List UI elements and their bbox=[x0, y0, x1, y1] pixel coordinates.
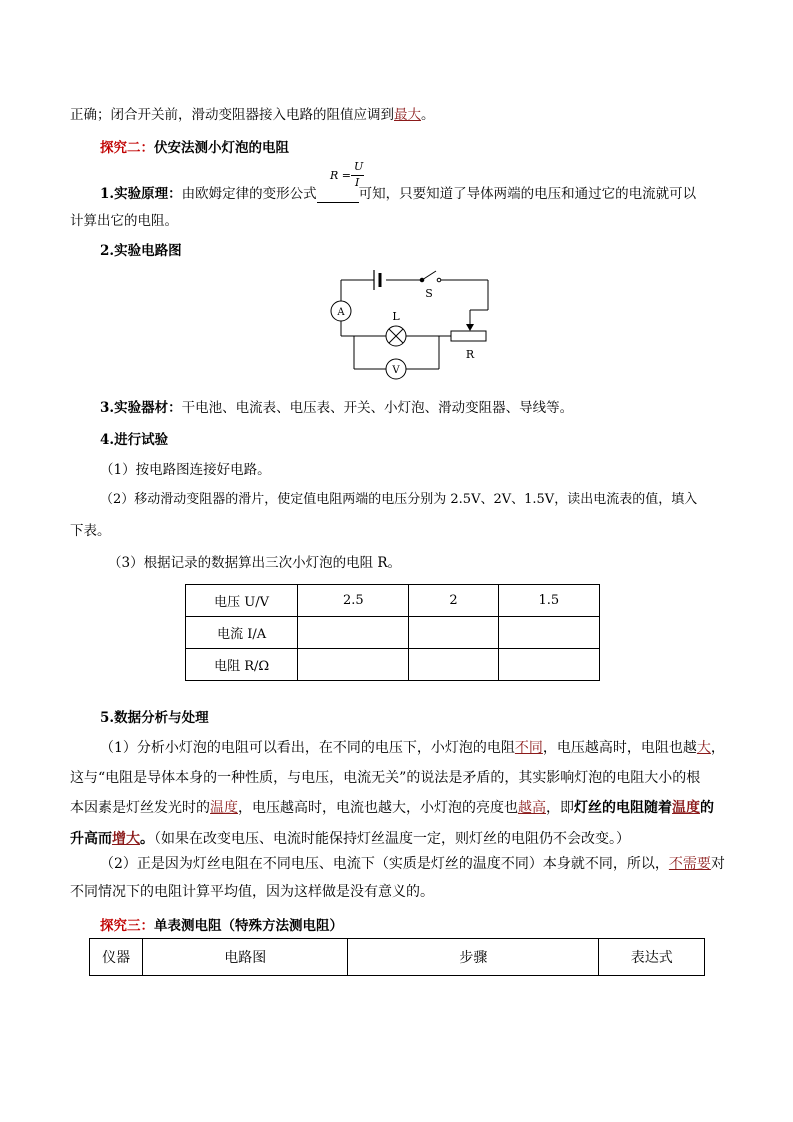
procedure-step2-line2: 下表。 bbox=[70, 523, 111, 539]
analysis-bold-text: 灯丝的电阻随着 bbox=[574, 800, 672, 816]
formula-denominator: I bbox=[355, 176, 360, 189]
table-cell: 1.5 bbox=[498, 585, 599, 617]
measurement-table bbox=[185, 584, 600, 681]
section2-title: 伏安法测小灯泡的电阻 bbox=[154, 140, 289, 156]
analysis-bold-text: 的 bbox=[700, 800, 714, 816]
analysis-bold-text: 。 bbox=[140, 831, 154, 847]
procedure-step1: （1）按电路图连接好电路。 bbox=[100, 462, 271, 478]
analysis-text: 本因素是灯丝发光时的 bbox=[70, 800, 210, 816]
table-cell: 2 bbox=[409, 585, 498, 617]
table-cell: 电流 I/A bbox=[186, 617, 298, 649]
voltmeter-label: V bbox=[392, 365, 400, 376]
table-cell bbox=[409, 649, 498, 681]
table-header-row bbox=[90, 939, 705, 976]
table-cell bbox=[298, 617, 409, 649]
analysis-text: （如果在改变电压、电流时能保持灯丝温度一定，则灯丝的电阻仍不会改变。） bbox=[154, 831, 630, 847]
table-cell bbox=[498, 617, 599, 649]
answer-different: 不同 bbox=[514, 740, 543, 756]
ammeter-label: A bbox=[337, 307, 345, 318]
analysis-line4 bbox=[70, 828, 630, 848]
analysis-text: ，即 bbox=[546, 800, 574, 816]
section3-label: 探究三： bbox=[100, 918, 154, 934]
equipment-line bbox=[100, 396, 573, 416]
principle-text-after: 可知，只要知道了导体两端的电压和通过它的电流就可以 bbox=[358, 186, 697, 202]
section3-title: 单表测电阻（特殊方法测电阻） bbox=[154, 918, 343, 934]
section2-label: 探究二： bbox=[100, 140, 154, 156]
intro-line bbox=[70, 103, 435, 123]
answer-increase: 增大 bbox=[112, 831, 140, 847]
analysis-text: （1）分析小灯泡的电阻可以看出，在不同的电压下，小灯泡的电阻 bbox=[100, 740, 515, 756]
analysis-text: （2）正是因为灯丝电阻在不同电压、电流下（实质是灯丝的温度不同）本身就不同，所以， bbox=[100, 856, 669, 872]
analysis-bold-text: 升高而 bbox=[70, 831, 112, 847]
procedure-heading: 4.进行试验 bbox=[100, 432, 169, 448]
table-cell bbox=[498, 649, 599, 681]
header-instrument: 仪器 bbox=[90, 939, 143, 976]
table-row bbox=[186, 617, 600, 649]
procedure-step2-line1: （2）移动滑动变阻器的滑片，使定值电阻两端的电压分别为 2.5V、2V、1.5V，读出电流表的值，填入 bbox=[100, 492, 698, 507]
table-cell: 电压 U/V bbox=[186, 585, 298, 617]
switch-label: S bbox=[425, 287, 433, 300]
answer-temperature: 温度 bbox=[210, 800, 238, 816]
section2-heading bbox=[100, 136, 289, 156]
intro-answer: 最大 bbox=[394, 107, 421, 123]
table-cell: 2.5 bbox=[298, 585, 409, 617]
intro-end: 。 bbox=[421, 107, 435, 123]
equipment-text: 干电池、电流表、电压表、开关、小灯泡、滑动变阻器、导线等。 bbox=[181, 400, 574, 416]
answer-temperature-2: 温度 bbox=[672, 800, 700, 816]
circuit-diagram bbox=[320, 262, 500, 384]
principle-head: 1.实验原理： bbox=[100, 186, 182, 202]
header-circuit: 电路图 bbox=[143, 939, 348, 976]
principle-line1 bbox=[100, 182, 696, 203]
resistor-label: R bbox=[465, 348, 475, 361]
table-row bbox=[186, 585, 600, 617]
table-cell bbox=[298, 649, 409, 681]
analysis-text: ， bbox=[710, 740, 725, 756]
principle-text-before: 由欧姆定律的变形公式 bbox=[181, 186, 317, 202]
formula-lhs: R = bbox=[330, 169, 351, 182]
analysis-line3 bbox=[70, 797, 714, 817]
table-row bbox=[186, 649, 600, 681]
analysis-text: ，电压越高时，电阻也越 bbox=[542, 740, 697, 756]
answer-larger: 大 bbox=[696, 740, 711, 756]
analysis-line2: 这与“电阻是导体本身的一种性质，与电压，电流无关”的说法是矛盾的，其实影响灯泡的电阻大小的根 bbox=[70, 770, 701, 786]
formula bbox=[330, 160, 370, 190]
table-cell: 电阻 R/Ω bbox=[186, 649, 298, 681]
answer-not-needed: 不需要 bbox=[668, 856, 711, 872]
section3-heading bbox=[100, 914, 343, 934]
equipment-head: 3.实验器材： bbox=[100, 400, 182, 416]
analysis-line6: 不同情况下的电阻计算平均值，因为这样做是没有意义的。 bbox=[70, 884, 434, 900]
analysis-line1 bbox=[100, 737, 725, 757]
lamp-label: L bbox=[392, 310, 400, 323]
table-cell bbox=[409, 617, 498, 649]
analysis-heading: 5.数据分析与处理 bbox=[100, 710, 209, 726]
header-expression: 表达式 bbox=[599, 939, 705, 976]
analysis-text: 对 bbox=[710, 856, 725, 872]
circuit-heading: 2.实验电路图 bbox=[100, 243, 182, 259]
intro-text: 正确；闭合开关前，滑动变阻器接入电路的阻值应调到 bbox=[70, 107, 394, 123]
procedure-step3: （3）根据记录的数据算出三次小灯泡的电阻 R。 bbox=[108, 555, 402, 571]
formula-numerator: U bbox=[354, 160, 364, 173]
answer-higher: 越高 bbox=[518, 800, 546, 816]
principle-line2: 计算出它的电阻。 bbox=[70, 213, 178, 229]
analysis-line5 bbox=[100, 853, 725, 873]
method-table bbox=[89, 938, 705, 976]
analysis-text: ，电压越高时，电流也越大，小灯泡的亮度也 bbox=[238, 800, 518, 816]
header-steps: 步骤 bbox=[348, 939, 599, 976]
